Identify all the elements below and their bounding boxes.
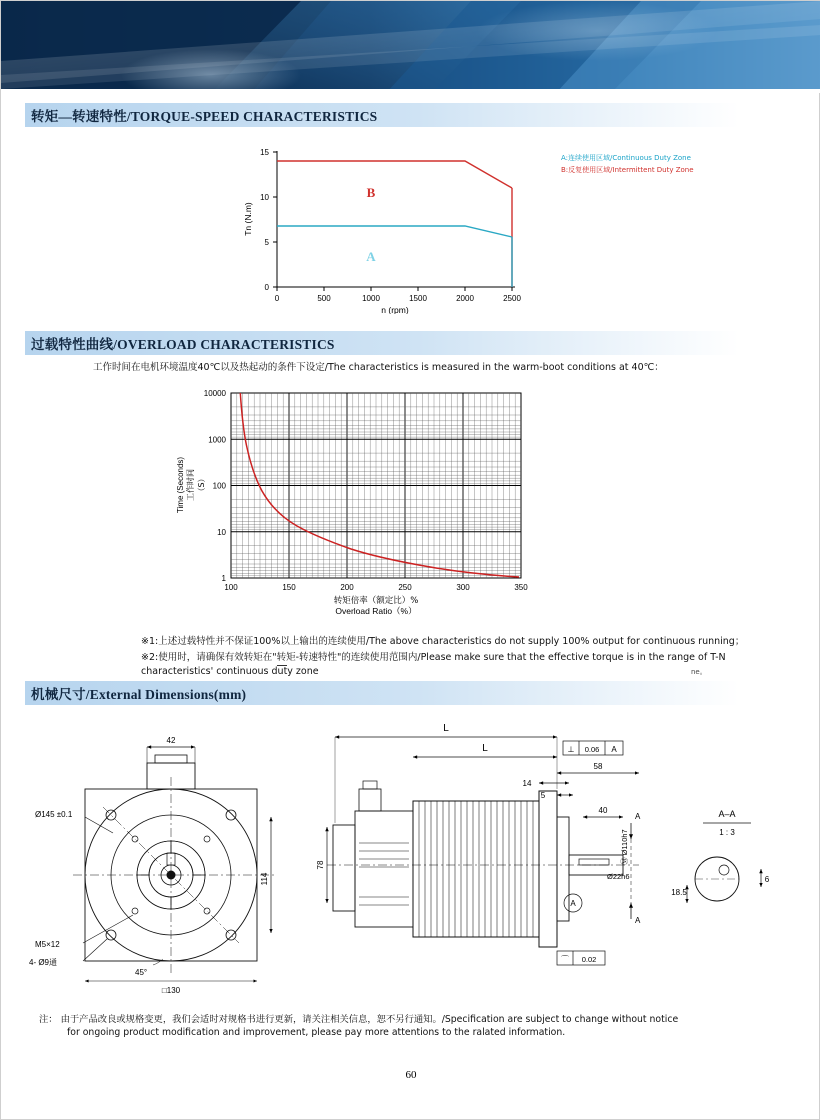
svg-text:⌒: ⌒	[561, 955, 569, 964]
torque-speed-legend	[561, 153, 694, 176]
svg-text:转矩倍率（额定比）%: 转矩倍率（额定比）%	[333, 596, 419, 606]
svg-text:15: 15	[260, 148, 269, 157]
svg-text:40: 40	[598, 806, 608, 815]
section-title-overload: 过载特性曲线/OVERLOAD CHARACTERISTICS	[31, 337, 335, 352]
footer-note	[39, 1013, 785, 1040]
svg-text:350: 350	[514, 583, 528, 592]
svg-text:A: A	[570, 899, 576, 908]
svg-text:A: A	[635, 812, 641, 821]
svg-text:78: 78	[316, 860, 325, 870]
svg-text:A: A	[635, 916, 641, 925]
svg-text:200: 200	[340, 583, 354, 592]
svg-text:A–A: A–A	[718, 809, 736, 819]
svg-text:L: L	[482, 743, 488, 754]
svg-text:A: A	[366, 249, 376, 264]
svg-text:14: 14	[522, 779, 532, 788]
svg-text:Overload Ratio（%）: Overload Ratio（%）	[335, 606, 417, 616]
svg-text:Tn (N.m): Tn (N.m)	[243, 202, 253, 236]
svg-text:10: 10	[217, 528, 226, 537]
dimension-drawing	[27, 707, 795, 1012]
svg-text:1 : 3: 1 : 3	[719, 828, 735, 837]
svg-text:4- Ø9通: 4- Ø9通	[29, 958, 58, 967]
svg-text:A: A	[611, 745, 617, 754]
svg-text:5: 5	[264, 238, 269, 247]
svg-text:300: 300	[456, 583, 470, 592]
footer-note-label: 注：	[39, 1014, 58, 1025]
svg-text:1: 1	[221, 574, 226, 583]
overload-chart	[171, 383, 591, 628]
svg-text:150: 150	[282, 583, 296, 592]
svg-text:0: 0	[264, 283, 269, 292]
overload-note-divider	[277, 665, 287, 666]
svg-text:M5×12: M5×12	[35, 940, 60, 949]
section-header-torque-speed	[25, 103, 739, 127]
section-title-dimensions: 机械尺寸/External Dimensions(mm)	[31, 687, 247, 702]
svg-text:18.5: 18.5	[671, 888, 687, 897]
svg-text:6: 6	[764, 875, 770, 884]
overload-note-2: ※2:使用时，请确保有效转矩在"转矩-转速特性"的连续使用范围内/Please make sure that the effective torque is in the range of T-N characteristics' continuous duty zone	[141, 652, 726, 677]
svg-text:n (rpm): n (rpm)	[381, 305, 409, 314]
svg-text:58: 58	[593, 762, 603, 771]
svg-text:⊥: ⊥	[567, 745, 575, 754]
svg-text:0.02: 0.02	[581, 955, 597, 964]
legend-item-b: B:反复使用区域/Intermittent Duty Zone	[561, 165, 694, 174]
svg-text:1500: 1500	[409, 294, 427, 303]
svg-text:L: L	[443, 723, 449, 734]
page-number: 60	[405, 1069, 417, 1081]
svg-text:Ø22h6: Ø22h6	[607, 872, 630, 881]
svg-text:5: 5	[540, 791, 546, 800]
svg-text:45°: 45°	[135, 968, 148, 977]
page-banner	[1, 1, 820, 93]
svg-text:100: 100	[212, 481, 226, 491]
overload-note-3: ne。	[691, 668, 707, 676]
svg-text:10000: 10000	[203, 389, 226, 398]
svg-text:114: 114	[260, 872, 269, 886]
svg-text:0: 0	[274, 294, 280, 303]
svg-text:10: 10	[260, 193, 269, 202]
svg-text:Ø145 ±0.1: Ø145 ±0.1	[35, 810, 73, 819]
svg-text:1000: 1000	[208, 435, 226, 445]
dim-42: 42	[166, 736, 176, 745]
svg-text:（S）: （S）	[197, 474, 206, 496]
overload-note-1: ※1:上述过载特性并不保证100%以上输出的连续使用/The above characteristics do not supply 100% output for continuous running；	[141, 636, 745, 647]
svg-text:1000: 1000	[362, 294, 380, 303]
legend-item-a: A:连续使用区域/Continuous Duty Zone	[561, 154, 691, 162]
svg-text:500: 500	[317, 294, 331, 303]
section-header-dimensions	[25, 681, 739, 705]
svg-text:2000: 2000	[456, 294, 474, 303]
svg-text:工作时间: 工作时间	[186, 469, 195, 501]
svg-text:250: 250	[398, 583, 412, 592]
section-header-overload	[25, 331, 739, 355]
footer-note-line1: 由于产品改良或规格变更，我们会适时对规格书进行更新，请关注相关信息，恕不另行通知。/Specification are subject to change without notice	[60, 1014, 679, 1025]
section-title-torque-speed: 转矩—转速特性/TORQUE-SPEED CHARACTERISTICS	[31, 109, 378, 124]
svg-text:2500: 2500	[503, 294, 521, 303]
footer-note-line2: for ongoing product modification and improvement, please pay more attentions to the ralated information.	[67, 1027, 566, 1039]
svg-text:0.06: 0.06	[584, 745, 600, 754]
svg-text:Time (Seconds): Time (Seconds)	[176, 456, 185, 514]
svg-text:B: B	[366, 185, 376, 200]
svg-text:100: 100	[224, 583, 238, 592]
torque-speed-chart	[237, 139, 537, 319]
overload-intro-text: 工作时间在电机环境温度40℃以及热起动的条件下设定/The characteristics is measured in the warm-boot conditions at 40℃：	[93, 362, 664, 373]
svg-text:Ⓜ Ø110h7: Ⓜ Ø110h7	[620, 829, 629, 865]
svg-text:□130: □130	[161, 986, 181, 995]
